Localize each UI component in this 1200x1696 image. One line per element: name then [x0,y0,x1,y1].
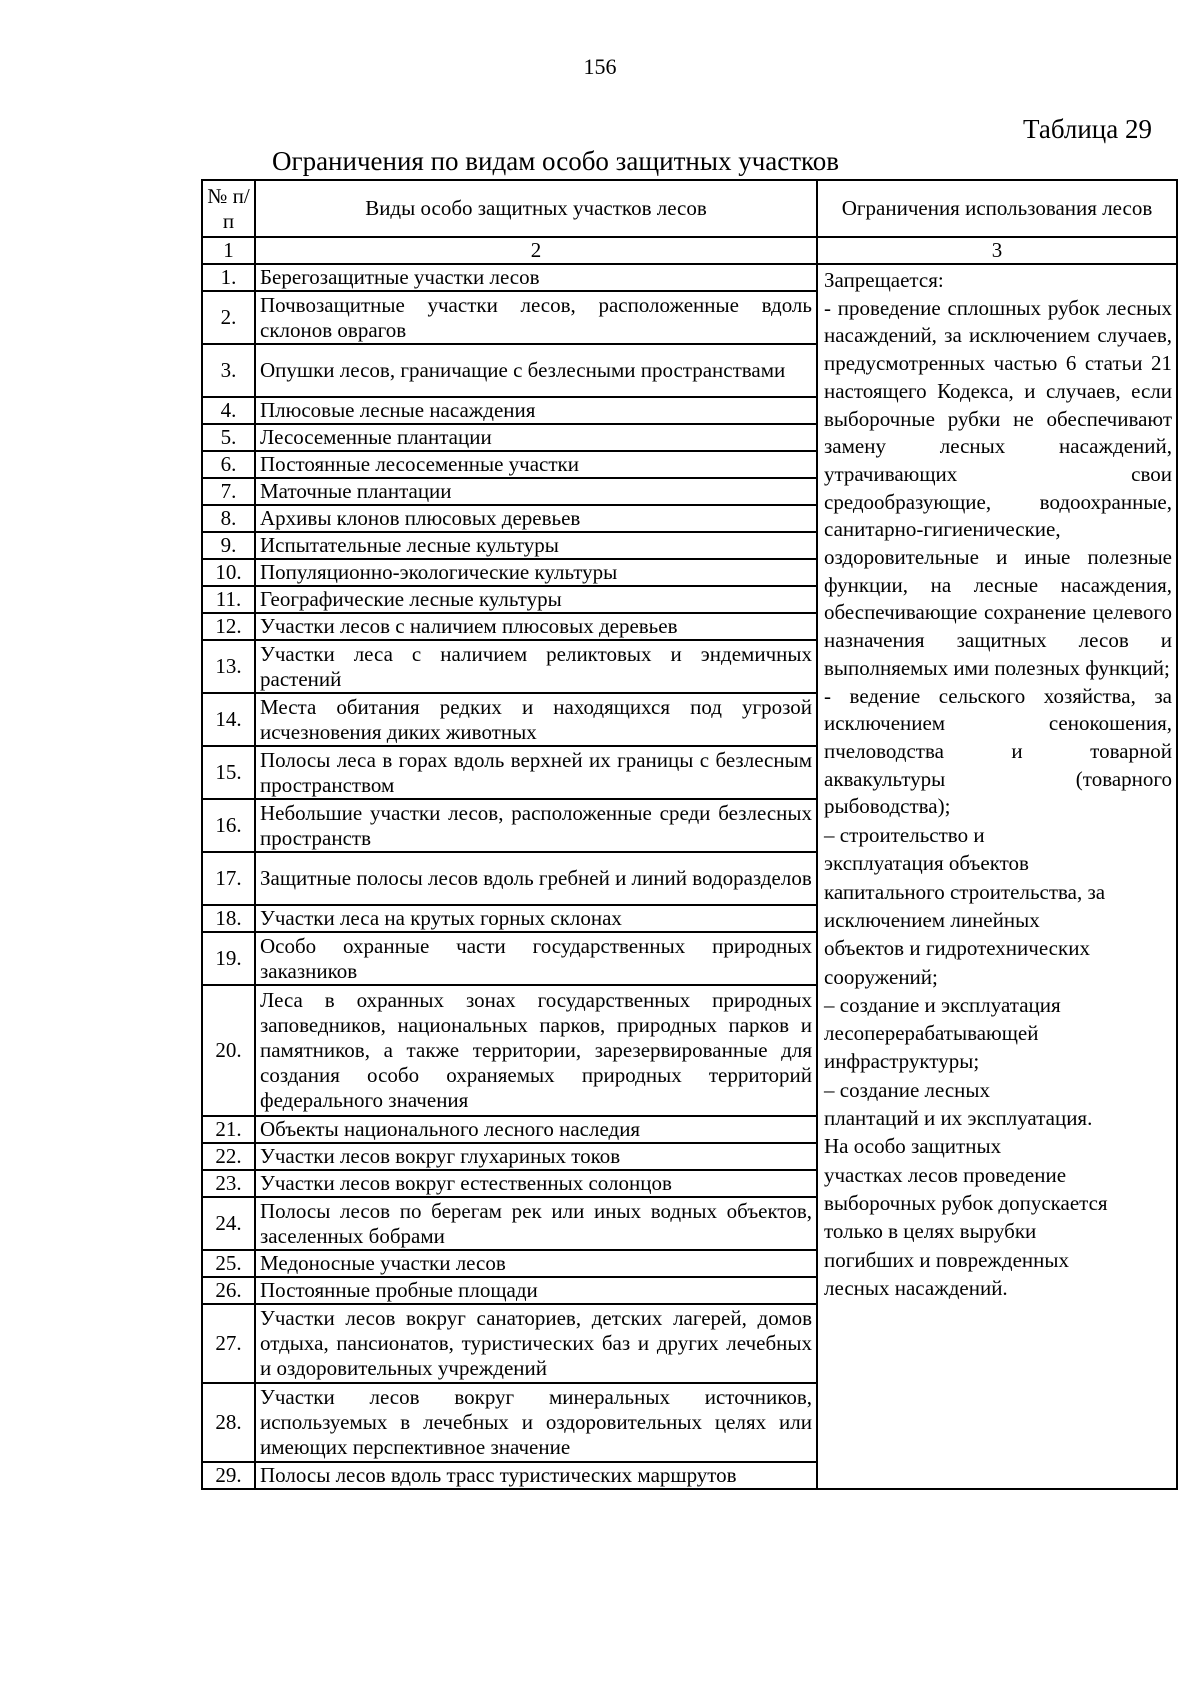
row-plot-type: Полосы леса в горах вдоль верхней их границы с безлесным пространством [255,746,817,799]
row-plot-type: Участки лесов вокруг санаториев, детских лагерей, домов отдыха, пансионатов, туристических баз и других лечебных и оздоровительных учреждений [255,1304,817,1383]
row-plot-type: Почвозащитные участки лесов, расположенные вдоль склонов оврагов [255,291,817,344]
row-number: 15. [202,746,255,799]
row-plot-type: Географические лесные культуры [255,586,817,613]
restrictions-intro: Запрещается: [824,268,944,292]
row-number: 2. [202,291,255,344]
header-number: № п/п [202,180,255,237]
table-body [202,180,1177,1489]
row-number: 24. [202,1197,255,1250]
table-header-row [202,180,1177,237]
row-plot-type: Защитные полосы лесов вдоль гребней и линий водоразделов [255,852,817,905]
row-number: 26. [202,1277,255,1304]
column-index-1: 1 [202,237,255,264]
row-plot-type: Объекты национального лесного наследия [255,1116,817,1143]
row-number: 22. [202,1143,255,1170]
column-index-3: 3 [817,237,1177,264]
row-plot-type: Небольшие участки лесов, расположенные среди безлесных пространств [255,799,817,852]
column-index-row [202,237,1177,264]
row-plot-type: Архивы клонов плюсовых деревьев [255,505,817,532]
row-number: 13. [202,640,255,693]
row-plot-type: Популяционно-экологические культуры [255,559,817,586]
row-plot-type: Лесосеменные плантации [255,424,817,451]
row-plot-type: Испытательные лесные культуры [255,532,817,559]
row-number: 14. [202,693,255,746]
row-number: 3. [202,344,255,397]
row-number: 12. [202,613,255,640]
row-number: 20. [202,985,255,1116]
row-plot-type: Леса в охранных зонах государственных природных заповедников, национальных парков, природных парков и памятников, а также территории, зарезервированные для создания особо охраняемых природных территорий федерального значения [255,985,817,1116]
row-number: 18. [202,905,255,932]
row-number: 4. [202,397,255,424]
table-title: Ограничения по видам особо защитных участков [272,146,840,176]
row-number: 5. [202,424,255,451]
row-number: 6. [202,451,255,478]
row-number: 11. [202,586,255,613]
row-plot-type: Полосы лесов вдоль трасс туристических маршрутов [255,1462,817,1489]
restrictions-cell [817,264,1177,1489]
row-number: 28. [202,1383,255,1462]
row-number: 25. [202,1250,255,1277]
row-plot-type: Участки леса на крутых горных склонах [255,905,817,932]
row-number: 1. [202,264,255,291]
row-plot-type: Постоянные лесосеменные участки [255,451,817,478]
page-number: 156 [583,54,617,79]
table-label: Таблица 29 [1023,114,1152,144]
row-number: 10. [202,559,255,586]
row-number: 7. [202,478,255,505]
restrictions-construction: – строительство и эксплуатация объектов капитального строительства, за исключением линейных объектов и гидротехнических сооружений; – создание и эксплуатация лесоперерабатывающей инфраструктуры; – создание лесных плантаций и их эксплуатация. [824,823,1106,1131]
table-row [202,264,1177,291]
row-plot-type: Постоянные пробные площади [255,1277,817,1304]
row-plot-type: Медоносные участки лесов [255,1250,817,1277]
row-plot-type: Плюсовые лесные насаждения [255,397,817,424]
row-number: 21. [202,1116,255,1143]
row-plot-type: Участки лесов вокруг глухариных токов [255,1143,817,1170]
header-restrictions: Ограничения использования лесов [817,180,1177,237]
row-number: 19. [202,932,255,985]
row-plot-type: Участки лесов вокруг минеральных источников, используемых в лечебных и оздоровительных целях или имеющих перспективное значение [255,1383,817,1462]
row-number: 29. [202,1462,255,1489]
row-plot-type: Берегозащитные участки лесов [255,264,817,291]
row-plot-type: Полосы лесов по берегам рек или иных водных объектов, заселенных бобрами [255,1197,817,1250]
row-plot-type: Особо охранные части государственных природных заказников [255,932,817,985]
row-plot-type: Участки леса с наличием реликтовых и эндемичных растений [255,640,817,693]
restrictions-selective-felling: На особо защитных участках лесов проведение выборочных рубок допускается только в целях вырубки погибших и поврежденных лесных насаждений. [824,1134,1108,1300]
row-number: 27. [202,1304,255,1383]
row-number: 9. [202,532,255,559]
row-plot-type: Участки лесов вокруг естественных солонцов [255,1170,817,1197]
row-plot-type: Участки лесов с наличием плюсовых деревьев [255,613,817,640]
header-plot-types: Виды особо защитных участков лесов [255,180,817,237]
column-index-2: 2 [255,237,817,264]
row-plot-type: Места обитания редких и находящихся под угрозой исчезновения диких животных [255,693,817,746]
row-number: 23. [202,1170,255,1197]
restrictions-clearcut-agriculture: - проведение сплошных рубок лесных насаждений, за исключением случаев, предусмотренных частью 6 статьи 21 настоящего Кодекса, и случаев, если выборочные рубки не обеспечивают замену лесных насаждений, утрачивающих свои средообразующие, водоохранные, санитарно-гигиенические, оздоровительные и иные полезные функции, на лесные насаждения, обеспечивающие сохранение целевого назначения защитных лесов и выполняемых ими полезных функций; - ведение сельского хозяйства, за исключением сенокошения, пчеловодства и товарной аквакультуры (товарного рыбоводства); [824,295,1172,819]
restrictions-table [201,179,1178,1490]
row-number: 17. [202,852,255,905]
row-number: 8. [202,505,255,532]
row-plot-type: Опушки лесов, граничащие с безлесными пространствами [255,344,817,397]
row-plot-type: Маточные плантации [255,478,817,505]
row-number: 16. [202,799,255,852]
